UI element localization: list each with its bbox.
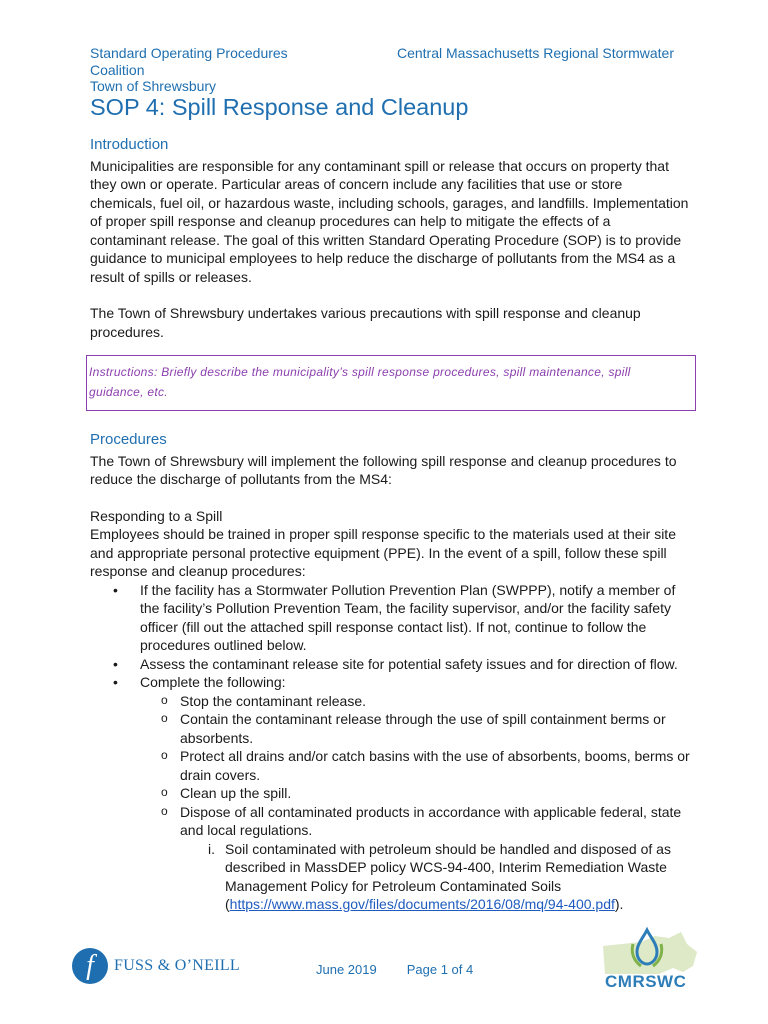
cmrswc-logo-text: CMRSWC	[605, 972, 687, 991]
paren-close: ).	[614, 896, 624, 912]
list-item: • If the facility has a Stormwater Pollution Prevention Plan (SWPPP), notify a member of the facility’s Pollution Prevention Team, the facility supervisor, and/or the facility safety officer (fill out the attached spill response contact list). If not, continue to follow the procedures outlined below.	[140, 581, 690, 655]
list-item-label: Complete the following:	[140, 674, 286, 690]
intro-paragraph-1: Municipalities are responsible for any contaminant spill or release that occurs on property that they own or operate. Particular areas of concern include any facilities that use or store chemicals, fuel oil, or hazardous waste, including schools, garages, and landfills. Implementation of proper spill response and cleanup procedures can help to mitigate the effects of a contaminant release. The goal of this written Standard Operating Procedure (SOP) is to provide guidance to municipal employees to help reduce the discharge of pollutants from the MS4 as a result of spills or releases.	[90, 157, 689, 285]
list-number: i.	[208, 840, 215, 857]
numbered-list	[180, 840, 690, 914]
policy-link[interactable]: https://www.mass.gov/files/documents/2016/08/mq/94-400.pdf	[229, 896, 615, 912]
list-item: o Stop the contaminant release.	[180, 692, 690, 711]
footer-date: June 2019	[316, 962, 377, 977]
header-town-label: Town of Shrewsbury	[90, 78, 217, 94]
sub-bullets	[140, 692, 690, 914]
list-item	[208, 840, 690, 914]
list-item-label: Dispose of all contaminated products in accordance with applicable federal, state and local regulations.	[180, 803, 682, 838]
procedures-paragraph-1: The Town of Shrewsbury will implement the following spill response and cleanup procedures to reduce the discharge of pollutants from the MS4:	[90, 452, 677, 487]
fuss-oneill-logo-icon: f	[72, 948, 108, 984]
header-right: Central Massachusetts Regional Stormwater	[396, 45, 674, 61]
list-item-text: Soil contaminated with petroleum should be handled and disposed of as described in MassDEP policy WCS-94-400, Interim Remediation Waste Management Policy for Petroleum Contaminated Soils	[225, 840, 671, 894]
list-item: • Assess the contaminant release site for potential safety issues and for direction of flow.	[140, 655, 690, 674]
list-item	[140, 673, 690, 914]
procedures-paragraph-2: Employees should be trained in proper spill response specific to the materials used at their site and appropriate personal protective equipment (PPE). In the event of a spill, follow these spill response and cleanup procedures:	[90, 526, 676, 579]
list-item	[180, 803, 690, 914]
intro-paragraph-2: The Town of Shrewsbury undertakes various precautions with spill response and cleanup procedures.	[90, 305, 641, 340]
list-item: o Protect all drains and/or catch basins with the use of absorbents, booms, berms or drain covers.	[180, 747, 690, 784]
responding-subheading: Responding to a Spill	[90, 507, 223, 524]
paren-open: (	[225, 896, 230, 912]
header-left	[90, 45, 288, 95]
document-body	[90, 136, 690, 914]
fuss-oneill-logo-text: FUSS & O’NEILL	[114, 957, 240, 974]
intro-heading: Introduction	[90, 136, 169, 153]
list-item: o Clean up the spill.	[180, 784, 690, 803]
instructions-box: Instructions: Briefly describe the municipality’s spill response procedures, spill maintenance, spill guidance, etc.	[86, 355, 696, 411]
cmrswc-logo	[597, 922, 701, 998]
procedure-bullets	[90, 581, 690, 914]
header-coalition-label: Coalition	[90, 61, 145, 78]
page-title: SOP 4: Spill Response and Cleanup	[90, 94, 469, 120]
procedures-heading: Procedures	[90, 431, 167, 448]
list-item: o Contain the contaminant release through the use of spill containment berms or absorbents.	[180, 710, 690, 747]
fuss-oneill-logo	[72, 948, 240, 984]
footer-info	[316, 962, 473, 977]
header-sop-label: Standard Operating Procedures	[90, 45, 288, 61]
page-number: Page 1 of 4	[406, 962, 474, 977]
